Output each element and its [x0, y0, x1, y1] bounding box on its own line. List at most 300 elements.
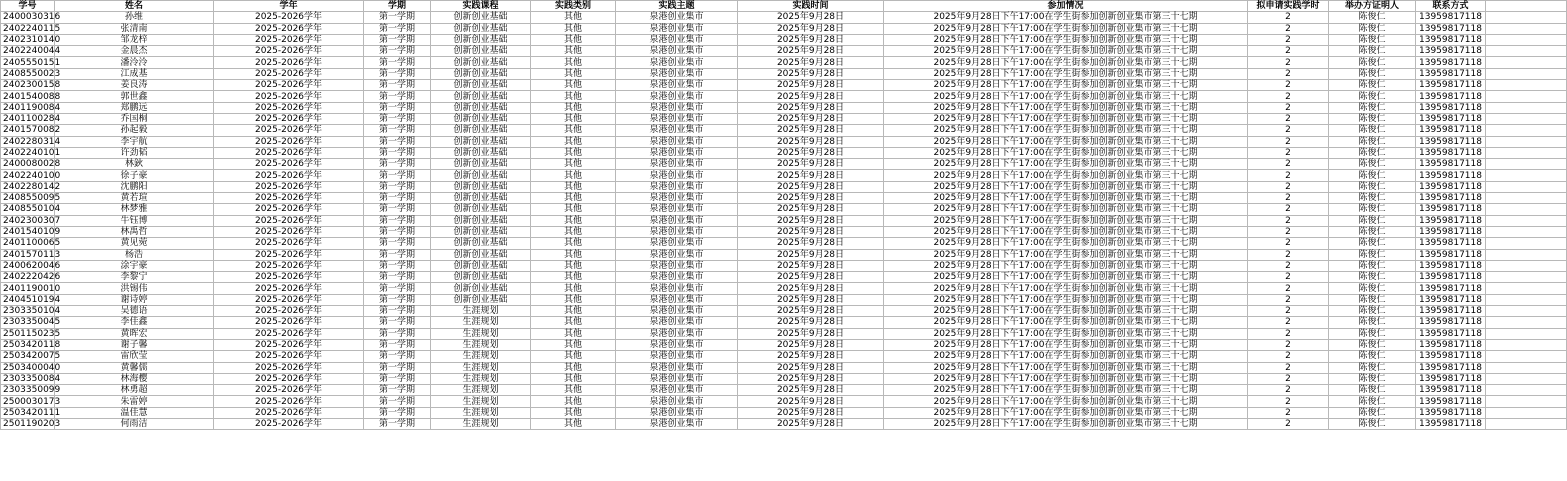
- cell-witness[interactable]: 陈俊仁: [1329, 385, 1416, 396]
- cell-witness[interactable]: 陈俊仁: [1329, 215, 1416, 226]
- cell-contact[interactable]: 13959817118: [1416, 181, 1486, 192]
- cell-contact[interactable]: 13959817118: [1416, 204, 1486, 215]
- cell-student-id[interactable]: 2401570113: [1, 249, 55, 260]
- cell-school-year[interactable]: 2025-2026学年: [214, 226, 364, 237]
- cell-empty[interactable]: [1486, 362, 1567, 373]
- cell-course[interactable]: 生涯规划: [431, 396, 531, 407]
- cell-student-id[interactable]: 2503420111: [1, 407, 55, 418]
- header-cell-hours[interactable]: 拟申请实践学时: [1248, 1, 1329, 12]
- cell-empty[interactable]: [1486, 396, 1567, 407]
- cell-participation[interactable]: 2025年9月28日下午17:00在学生街参加创新创业集市第三十七期: [884, 385, 1248, 396]
- cell-empty[interactable]: [1486, 215, 1567, 226]
- cell-school-year[interactable]: 2025-2026学年: [214, 351, 364, 362]
- cell-witness[interactable]: 陈俊仁: [1329, 80, 1416, 91]
- cell-category[interactable]: 其他: [531, 80, 616, 91]
- cell-course[interactable]: 创新创业基础: [431, 215, 531, 226]
- cell-contact[interactable]: 13959817118: [1416, 249, 1486, 260]
- cell-date[interactable]: 2025年9月28日: [738, 23, 884, 34]
- cell-date[interactable]: 2025年9月28日: [738, 12, 884, 23]
- cell-witness[interactable]: 陈俊仁: [1329, 373, 1416, 384]
- cell-name[interactable]: 沈鹏阳: [55, 181, 214, 192]
- cell-participation[interactable]: 2025年9月28日下午17:00在学生街参加创新创业集市第三十七期: [884, 272, 1248, 283]
- cell-date[interactable]: 2025年9月28日: [738, 373, 884, 384]
- cell-contact[interactable]: 13959817118: [1416, 294, 1486, 305]
- cell-course[interactable]: 创新创业基础: [431, 238, 531, 249]
- cell-hours[interactable]: 2: [1248, 102, 1329, 113]
- cell-date[interactable]: 2025年9月28日: [738, 181, 884, 192]
- cell-student-id[interactable]: 2303350084: [1, 373, 55, 384]
- cell-date[interactable]: 2025年9月28日: [738, 339, 884, 350]
- cell-theme[interactable]: 泉港创业集市: [616, 204, 738, 215]
- cell-name[interactable]: 邹龙梓: [55, 34, 214, 45]
- cell-semester[interactable]: 第一学期: [364, 125, 431, 136]
- cell-empty[interactable]: [1486, 351, 1567, 362]
- cell-course[interactable]: 创新创业基础: [431, 23, 531, 34]
- cell-hours[interactable]: 2: [1248, 80, 1329, 91]
- cell-theme[interactable]: 泉港创业集市: [616, 351, 738, 362]
- cell-participation[interactable]: 2025年9月28日下午17:00在学生街参加创新创业集市第三十七期: [884, 283, 1248, 294]
- cell-course[interactable]: 创新创业基础: [431, 125, 531, 136]
- cell-student-id[interactable]: 2408550104: [1, 204, 55, 215]
- cell-semester[interactable]: 第一学期: [364, 283, 431, 294]
- cell-student-id[interactable]: 2400620046: [1, 260, 55, 271]
- cell-course[interactable]: 创新创业基础: [431, 80, 531, 91]
- cell-hours[interactable]: 2: [1248, 351, 1329, 362]
- cell-theme[interactable]: 泉港创业集市: [616, 159, 738, 170]
- cell-witness[interactable]: 陈俊仁: [1329, 238, 1416, 249]
- cell-contact[interactable]: 13959817118: [1416, 34, 1486, 45]
- cell-school-year[interactable]: 2025-2026学年: [214, 113, 364, 124]
- cell-course[interactable]: 创新创业基础: [431, 272, 531, 283]
- cell-school-year[interactable]: 2025-2026学年: [214, 136, 364, 147]
- cell-date[interactable]: 2025年9月28日: [738, 260, 884, 271]
- cell-empty[interactable]: [1486, 68, 1567, 79]
- header-cell-contact[interactable]: 联系方式: [1416, 1, 1486, 12]
- cell-empty[interactable]: [1486, 136, 1567, 147]
- cell-semester[interactable]: 第一学期: [364, 159, 431, 170]
- cell-course[interactable]: 创新创业基础: [431, 283, 531, 294]
- cell-witness[interactable]: 陈俊仁: [1329, 68, 1416, 79]
- cell-student-id[interactable]: 2401540109: [1, 226, 55, 237]
- cell-semester[interactable]: 第一学期: [364, 136, 431, 147]
- cell-category[interactable]: 其他: [531, 317, 616, 328]
- cell-course[interactable]: 创新创业基础: [431, 113, 531, 124]
- cell-student-id[interactable]: 2402240100: [1, 170, 55, 181]
- cell-hours[interactable]: 2: [1248, 385, 1329, 396]
- cell-date[interactable]: 2025年9月28日: [738, 249, 884, 260]
- cell-category[interactable]: 其他: [531, 113, 616, 124]
- cell-empty[interactable]: [1486, 193, 1567, 204]
- cell-course[interactable]: 创新创业基础: [431, 170, 531, 181]
- cell-witness[interactable]: 陈俊仁: [1329, 170, 1416, 181]
- cell-theme[interactable]: 泉港创业集市: [616, 339, 738, 350]
- header-cell-school-year[interactable]: 学年: [214, 1, 364, 12]
- cell-theme[interactable]: 泉港创业集市: [616, 260, 738, 271]
- header-cell-name[interactable]: 姓名: [55, 1, 214, 12]
- cell-participation[interactable]: 2025年9月28日下午17:00在学生街参加创新创业集市第三十七期: [884, 306, 1248, 317]
- cell-participation[interactable]: 2025年9月28日下午17:00在学生街参加创新创业集市第三十七期: [884, 80, 1248, 91]
- header-cell-student-id[interactable]: 学号: [1, 1, 55, 12]
- cell-date[interactable]: 2025年9月28日: [738, 34, 884, 45]
- cell-name[interactable]: 孙起毅: [55, 125, 214, 136]
- cell-date[interactable]: 2025年9月28日: [738, 283, 884, 294]
- cell-date[interactable]: 2025年9月28日: [738, 159, 884, 170]
- cell-school-year[interactable]: 2025-2026学年: [214, 159, 364, 170]
- cell-course[interactable]: 创新创业基础: [431, 204, 531, 215]
- cell-school-year[interactable]: 2025-2026学年: [214, 23, 364, 34]
- cell-name[interactable]: 徐子豪: [55, 170, 214, 181]
- cell-school-year[interactable]: 2025-2026学年: [214, 91, 364, 102]
- cell-semester[interactable]: 第一学期: [364, 238, 431, 249]
- cell-participation[interactable]: 2025年9月28日下午17:00在学生街参加创新创业集市第三十七期: [884, 407, 1248, 418]
- cell-date[interactable]: 2025年9月28日: [738, 215, 884, 226]
- cell-student-id[interactable]: 2408550023: [1, 68, 55, 79]
- cell-empty[interactable]: [1486, 181, 1567, 192]
- cell-participation[interactable]: 2025年9月28日下午17:00在学生街参加创新创业集市第三十七期: [884, 170, 1248, 181]
- cell-participation[interactable]: 2025年9月28日下午17:00在学生街参加创新创业集市第三十七期: [884, 238, 1248, 249]
- cell-category[interactable]: 其他: [531, 46, 616, 57]
- cell-name[interactable]: 牛钰博: [55, 215, 214, 226]
- cell-student-id[interactable]: 2408550095: [1, 193, 55, 204]
- cell-semester[interactable]: 第一学期: [364, 193, 431, 204]
- cell-name[interactable]: 孙维: [55, 12, 214, 23]
- cell-hours[interactable]: 2: [1248, 68, 1329, 79]
- cell-category[interactable]: 其他: [531, 136, 616, 147]
- cell-school-year[interactable]: 2025-2026学年: [214, 396, 364, 407]
- cell-participation[interactable]: 2025年9月28日下午17:00在学生街参加创新创业集市第三十七期: [884, 294, 1248, 305]
- cell-empty[interactable]: [1486, 102, 1567, 113]
- cell-semester[interactable]: 第一学期: [364, 68, 431, 79]
- cell-student-id[interactable]: 2402300158: [1, 80, 55, 91]
- cell-participation[interactable]: 2025年9月28日下午17:00在学生街参加创新创业集市第三十七期: [884, 68, 1248, 79]
- cell-name[interactable]: 吴德语: [55, 306, 214, 317]
- cell-student-id[interactable]: 2402240101: [1, 147, 55, 158]
- cell-category[interactable]: 其他: [531, 147, 616, 158]
- cell-category[interactable]: 其他: [531, 181, 616, 192]
- cell-semester[interactable]: 第一学期: [364, 23, 431, 34]
- cell-semester[interactable]: 第一学期: [364, 80, 431, 91]
- cell-hours[interactable]: 2: [1248, 362, 1329, 373]
- cell-empty[interactable]: [1486, 238, 1567, 249]
- cell-empty[interactable]: [1486, 272, 1567, 283]
- cell-participation[interactable]: 2025年9月28日下午17:00在学生街参加创新创业集市第三十七期: [884, 34, 1248, 45]
- cell-name[interactable]: 林鈥: [55, 159, 214, 170]
- cell-theme[interactable]: 泉港创业集市: [616, 170, 738, 181]
- cell-participation[interactable]: 2025年9月28日下午17:00在学生街参加创新创业集市第三十七期: [884, 193, 1248, 204]
- cell-witness[interactable]: 陈俊仁: [1329, 306, 1416, 317]
- cell-student-id[interactable]: 2401570082: [1, 125, 55, 136]
- cell-hours[interactable]: 2: [1248, 396, 1329, 407]
- cell-empty[interactable]: [1486, 283, 1567, 294]
- cell-witness[interactable]: 陈俊仁: [1329, 159, 1416, 170]
- cell-student-id[interactable]: 2401100284: [1, 113, 55, 124]
- cell-name[interactable]: 涂宇豪: [55, 260, 214, 271]
- header-cell-semester[interactable]: 学期: [364, 1, 431, 12]
- cell-contact[interactable]: 13959817118: [1416, 418, 1486, 429]
- cell-student-id[interactable]: 2404510194: [1, 294, 55, 305]
- cell-theme[interactable]: 泉港创业集市: [616, 102, 738, 113]
- cell-course[interactable]: 生涯规划: [431, 373, 531, 384]
- cell-course[interactable]: 生涯规划: [431, 306, 531, 317]
- cell-school-year[interactable]: 2025-2026学年: [214, 339, 364, 350]
- cell-hours[interactable]: 2: [1248, 283, 1329, 294]
- cell-student-id[interactable]: 2401190084: [1, 102, 55, 113]
- cell-course[interactable]: 创新创业基础: [431, 136, 531, 147]
- cell-category[interactable]: 其他: [531, 362, 616, 373]
- cell-date[interactable]: 2025年9月28日: [738, 91, 884, 102]
- cell-theme[interactable]: 泉港创业集市: [616, 215, 738, 226]
- cell-hours[interactable]: 2: [1248, 238, 1329, 249]
- cell-category[interactable]: 其他: [531, 226, 616, 237]
- cell-semester[interactable]: 第一学期: [364, 46, 431, 57]
- cell-witness[interactable]: 陈俊仁: [1329, 12, 1416, 23]
- cell-school-year[interactable]: 2025-2026学年: [214, 373, 364, 384]
- cell-name[interactable]: 黄馨儒: [55, 362, 214, 373]
- cell-contact[interactable]: 13959817118: [1416, 68, 1486, 79]
- cell-student-id[interactable]: 2303350099: [1, 385, 55, 396]
- cell-empty[interactable]: [1486, 12, 1567, 23]
- cell-theme[interactable]: 泉港创业集市: [616, 34, 738, 45]
- cell-school-year[interactable]: 2025-2026学年: [214, 294, 364, 305]
- cell-name[interactable]: 林海樱: [55, 373, 214, 384]
- cell-category[interactable]: 其他: [531, 249, 616, 260]
- cell-contact[interactable]: 13959817118: [1416, 385, 1486, 396]
- cell-name[interactable]: 李黎宁: [55, 272, 214, 283]
- cell-participation[interactable]: 2025年9月28日下午17:00在学生街参加创新创业集市第三十七期: [884, 328, 1248, 339]
- cell-participation[interactable]: 2025年9月28日下午17:00在学生街参加创新创业集市第三十七期: [884, 204, 1248, 215]
- cell-hours[interactable]: 2: [1248, 34, 1329, 45]
- cell-semester[interactable]: 第一学期: [364, 306, 431, 317]
- cell-semester[interactable]: 第一学期: [364, 249, 431, 260]
- cell-contact[interactable]: 13959817118: [1416, 170, 1486, 181]
- cell-theme[interactable]: 泉港创业集市: [616, 306, 738, 317]
- cell-hours[interactable]: 2: [1248, 23, 1329, 34]
- cell-witness[interactable]: 陈俊仁: [1329, 147, 1416, 158]
- cell-student-id[interactable]: 2401540088: [1, 91, 55, 102]
- cell-category[interactable]: 其他: [531, 306, 616, 317]
- cell-date[interactable]: 2025年9月28日: [738, 57, 884, 68]
- cell-hours[interactable]: 2: [1248, 272, 1329, 283]
- cell-course[interactable]: 生涯规划: [431, 317, 531, 328]
- cell-category[interactable]: 其他: [531, 418, 616, 429]
- cell-participation[interactable]: 2025年9月28日下午17:00在学生街参加创新创业集市第三十七期: [884, 418, 1248, 429]
- cell-semester[interactable]: 第一学期: [364, 373, 431, 384]
- cell-semester[interactable]: 第一学期: [364, 272, 431, 283]
- cell-date[interactable]: 2025年9月28日: [738, 113, 884, 124]
- cell-school-year[interactable]: 2025-2026学年: [214, 204, 364, 215]
- cell-school-year[interactable]: 2025-2026学年: [214, 385, 364, 396]
- cell-hours[interactable]: 2: [1248, 204, 1329, 215]
- cell-contact[interactable]: 13959817118: [1416, 23, 1486, 34]
- cell-participation[interactable]: 2025年9月28日下午17:00在学生街参加创新创业集市第三十七期: [884, 113, 1248, 124]
- cell-semester[interactable]: 第一学期: [364, 57, 431, 68]
- cell-empty[interactable]: [1486, 125, 1567, 136]
- cell-category[interactable]: 其他: [531, 260, 616, 271]
- cell-contact[interactable]: 13959817118: [1416, 215, 1486, 226]
- cell-student-id[interactable]: 2500030173: [1, 396, 55, 407]
- cell-school-year[interactable]: 2025-2026学年: [214, 418, 364, 429]
- cell-hours[interactable]: 2: [1248, 57, 1329, 68]
- cell-theme[interactable]: 泉港创业集市: [616, 418, 738, 429]
- cell-empty[interactable]: [1486, 328, 1567, 339]
- cell-school-year[interactable]: 2025-2026学年: [214, 102, 364, 113]
- cell-school-year[interactable]: 2025-2026学年: [214, 193, 364, 204]
- cell-empty[interactable]: [1486, 57, 1567, 68]
- cell-student-id[interactable]: 2402300307: [1, 215, 55, 226]
- cell-date[interactable]: 2025年9月28日: [738, 317, 884, 328]
- cell-participation[interactable]: 2025年9月28日下午17:00在学生街参加创新创业集市第三十七期: [884, 147, 1248, 158]
- cell-category[interactable]: 其他: [531, 12, 616, 23]
- cell-witness[interactable]: 陈俊仁: [1329, 181, 1416, 192]
- cell-date[interactable]: 2025年9月28日: [738, 170, 884, 181]
- cell-school-year[interactable]: 2025-2026学年: [214, 272, 364, 283]
- cell-empty[interactable]: [1486, 407, 1567, 418]
- cell-empty[interactable]: [1486, 249, 1567, 260]
- cell-date[interactable]: 2025年9月28日: [738, 226, 884, 237]
- cell-student-id[interactable]: 2402280314: [1, 136, 55, 147]
- cell-hours[interactable]: 2: [1248, 12, 1329, 23]
- cell-date[interactable]: 2025年9月28日: [738, 306, 884, 317]
- cell-name[interactable]: 许劲韬: [55, 147, 214, 158]
- cell-hours[interactable]: 2: [1248, 339, 1329, 350]
- cell-witness[interactable]: 陈俊仁: [1329, 407, 1416, 418]
- cell-semester[interactable]: 第一学期: [364, 351, 431, 362]
- cell-theme[interactable]: 泉港创业集市: [616, 283, 738, 294]
- cell-participation[interactable]: 2025年9月28日下午17:00在学生街参加创新创业集市第三十七期: [884, 46, 1248, 57]
- cell-hours[interactable]: 2: [1248, 159, 1329, 170]
- cell-witness[interactable]: 陈俊仁: [1329, 136, 1416, 147]
- cell-empty[interactable]: [1486, 23, 1567, 34]
- cell-participation[interactable]: 2025年9月28日下午17:00在学生街参加创新创业集市第三十七期: [884, 12, 1248, 23]
- cell-course[interactable]: 创新创业基础: [431, 46, 531, 57]
- cell-name[interactable]: 黄若瑄: [55, 193, 214, 204]
- header-cell-participation[interactable]: 参加情况: [884, 1, 1248, 12]
- cell-school-year[interactable]: 2025-2026学年: [214, 170, 364, 181]
- cell-contact[interactable]: 13959817118: [1416, 12, 1486, 23]
- cell-date[interactable]: 2025年9月28日: [738, 351, 884, 362]
- cell-empty[interactable]: [1486, 80, 1567, 91]
- cell-student-id[interactable]: 2303350104: [1, 306, 55, 317]
- cell-hours[interactable]: 2: [1248, 294, 1329, 305]
- cell-course[interactable]: 创新创业基础: [431, 193, 531, 204]
- cell-date[interactable]: 2025年9月28日: [738, 272, 884, 283]
- cell-contact[interactable]: 13959817118: [1416, 159, 1486, 170]
- cell-name[interactable]: 黄晖宏: [55, 328, 214, 339]
- header-cell-witness[interactable]: 举办方证明人: [1329, 1, 1416, 12]
- cell-theme[interactable]: 泉港创业集市: [616, 328, 738, 339]
- cell-date[interactable]: 2025年9月28日: [738, 193, 884, 204]
- cell-student-id[interactable]: 2503400040: [1, 362, 55, 373]
- cell-semester[interactable]: 第一学期: [364, 226, 431, 237]
- cell-empty[interactable]: [1486, 91, 1567, 102]
- cell-school-year[interactable]: 2025-2026学年: [214, 362, 364, 373]
- cell-empty[interactable]: [1486, 317, 1567, 328]
- cell-participation[interactable]: 2025年9月28日下午17:00在学生街参加创新创业集市第三十七期: [884, 23, 1248, 34]
- cell-empty[interactable]: [1486, 204, 1567, 215]
- cell-category[interactable]: 其他: [531, 91, 616, 102]
- cell-participation[interactable]: 2025年9月28日下午17:00在学生街参加创新创业集市第三十七期: [884, 215, 1248, 226]
- cell-theme[interactable]: 泉港创业集市: [616, 373, 738, 384]
- cell-contact[interactable]: 13959817118: [1416, 80, 1486, 91]
- cell-date[interactable]: 2025年9月28日: [738, 68, 884, 79]
- cell-hours[interactable]: 2: [1248, 91, 1329, 102]
- cell-course[interactable]: 生涯规划: [431, 351, 531, 362]
- cell-category[interactable]: 其他: [531, 125, 616, 136]
- cell-student-id[interactable]: 2402310140: [1, 34, 55, 45]
- cell-name[interactable]: 谢诗婷: [55, 294, 214, 305]
- cell-theme[interactable]: 泉港创业集市: [616, 23, 738, 34]
- cell-empty[interactable]: [1486, 226, 1567, 237]
- cell-hours[interactable]: 2: [1248, 147, 1329, 158]
- cell-contact[interactable]: 13959817118: [1416, 113, 1486, 124]
- cell-hours[interactable]: 2: [1248, 226, 1329, 237]
- cell-school-year[interactable]: 2025-2026学年: [214, 181, 364, 192]
- cell-participation[interactable]: 2025年9月28日下午17:00在学生街参加创新创业集市第三十七期: [884, 317, 1248, 328]
- cell-theme[interactable]: 泉港创业集市: [616, 181, 738, 192]
- cell-participation[interactable]: 2025年9月28日下午17:00在学生街参加创新创业集市第三十七期: [884, 396, 1248, 407]
- cell-semester[interactable]: 第一学期: [364, 396, 431, 407]
- cell-date[interactable]: 2025年9月28日: [738, 147, 884, 158]
- cell-contact[interactable]: 13959817118: [1416, 396, 1486, 407]
- cell-category[interactable]: 其他: [531, 385, 616, 396]
- cell-contact[interactable]: 13959817118: [1416, 125, 1486, 136]
- cell-category[interactable]: 其他: [531, 102, 616, 113]
- cell-category[interactable]: 其他: [531, 351, 616, 362]
- cell-semester[interactable]: 第一学期: [364, 34, 431, 45]
- cell-witness[interactable]: 陈俊仁: [1329, 102, 1416, 113]
- cell-name[interactable]: 雷欣莹: [55, 351, 214, 362]
- cell-contact[interactable]: 13959817118: [1416, 260, 1486, 271]
- cell-participation[interactable]: 2025年9月28日下午17:00在学生街参加创新创业集市第三十七期: [884, 362, 1248, 373]
- cell-school-year[interactable]: 2025-2026学年: [214, 46, 364, 57]
- cell-participation[interactable]: 2025年9月28日下午17:00在学生街参加创新创业集市第三十七期: [884, 181, 1248, 192]
- cell-course[interactable]: 创新创业基础: [431, 68, 531, 79]
- cell-participation[interactable]: 2025年9月28日下午17:00在学生街参加创新创业集市第三十七期: [884, 339, 1248, 350]
- cell-theme[interactable]: 泉港创业集市: [616, 125, 738, 136]
- cell-contact[interactable]: 13959817118: [1416, 91, 1486, 102]
- cell-student-id[interactable]: 2303350045: [1, 317, 55, 328]
- cell-contact[interactable]: 13959817118: [1416, 272, 1486, 283]
- cell-witness[interactable]: 陈俊仁: [1329, 57, 1416, 68]
- cell-witness[interactable]: 陈俊仁: [1329, 328, 1416, 339]
- cell-name[interactable]: 李佳鑫: [55, 317, 214, 328]
- cell-name[interactable]: 林禹哲: [55, 226, 214, 237]
- cell-course[interactable]: 生涯规划: [431, 385, 531, 396]
- cell-course[interactable]: 生涯规划: [431, 362, 531, 373]
- cell-participation[interactable]: 2025年9月28日下午17:00在学生街参加创新创业集市第三十七期: [884, 260, 1248, 271]
- cell-name[interactable]: 潘泠泠: [55, 57, 214, 68]
- cell-participation[interactable]: 2025年9月28日下午17:00在学生街参加创新创业集市第三十七期: [884, 91, 1248, 102]
- cell-hours[interactable]: 2: [1248, 407, 1329, 418]
- cell-date[interactable]: 2025年9月28日: [738, 136, 884, 147]
- cell-hours[interactable]: 2: [1248, 46, 1329, 57]
- cell-contact[interactable]: 13959817118: [1416, 147, 1486, 158]
- cell-semester[interactable]: 第一学期: [364, 102, 431, 113]
- cell-course[interactable]: 创新创业基础: [431, 159, 531, 170]
- cell-student-id[interactable]: 2501150235: [1, 328, 55, 339]
- cell-contact[interactable]: 13959817118: [1416, 306, 1486, 317]
- cell-date[interactable]: 2025年9月28日: [738, 396, 884, 407]
- cell-semester[interactable]: 第一学期: [364, 204, 431, 215]
- cell-empty[interactable]: [1486, 306, 1567, 317]
- cell-witness[interactable]: 陈俊仁: [1329, 418, 1416, 429]
- cell-date[interactable]: 2025年9月28日: [738, 102, 884, 113]
- cell-witness[interactable]: 陈俊仁: [1329, 272, 1416, 283]
- cell-witness[interactable]: 陈俊仁: [1329, 204, 1416, 215]
- header-cell-category[interactable]: 实践类别: [531, 1, 616, 12]
- cell-theme[interactable]: 泉港创业集市: [616, 396, 738, 407]
- cell-school-year[interactable]: 2025-2026学年: [214, 12, 364, 23]
